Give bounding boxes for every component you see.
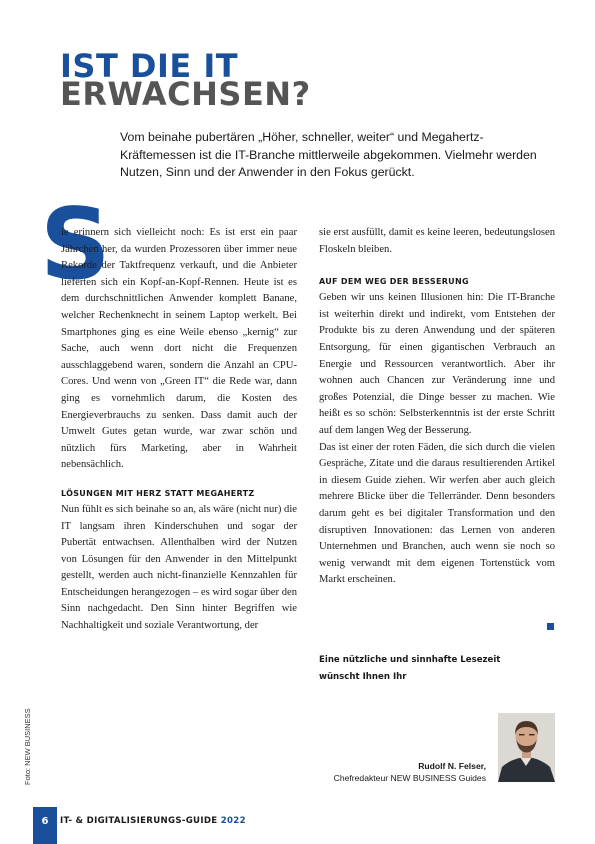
signature-name: Rudolf N. Felser, <box>418 761 486 771</box>
paragraph-loesungen: Nun fühlt es sich beinahe so an, als wäre (nicht nur) die IT langsam ihren Kinderschuhen und sogar der Pubertät entwachsen. Allenthalben wird der Nutzen von Lösungen für den Anwender in den Mittelpunkt gestellt, werden auch nicht-finanzielle Kennzahlen für Entscheidungen herangezogen – es wird sogar über den Sinn nachgedacht. Den Sinn hinter Begriffen wie Nachhaltigkeit und soziale Verantwortung, der <box>61 503 297 632</box>
title-line-2: ERWACHSEN? <box>60 75 311 113</box>
photo-credit <box>13 690 32 785</box>
closing-note: Eine nützliche und sinnhafte Lesezeit wünscht Ihnen Ihr <box>319 655 501 682</box>
paragraph-besserung: Geben wir uns keinen Illusionen hin: Die IT-Branche ist weiterhin direkt und indirekt, vom Entstehen der Produkte bis zu deren Anwendung und der späteren Entsorgung, für einen gigantischen Verbrauch an Energie und Ressourcen verantwortlich. Aber ihr wohnen auch Chancen zur Veränderung inne und großes Potenzial, die Dinge besser zu machen. Wie heißt es so schön: Selbsterkenntnis ist der erste Schritt auf dem langen Weg der Besserung. <box>319 292 555 436</box>
author-portrait <box>498 713 555 782</box>
footer-year: 2022 <box>220 816 246 826</box>
title-line-1: IST DIE IT <box>60 47 239 85</box>
end-of-article-mark <box>547 623 554 630</box>
article-column-right <box>319 225 555 589</box>
photo-credit-text: Foto: NEW BUSINESS <box>23 708 32 785</box>
article-column-left <box>61 225 297 635</box>
drop-cap: S <box>40 188 111 302</box>
paragraph-faeden: Das ist einer der roten Fäden, die sich durch die vielen Gespräche, Zitate und die daraus resultierenden Artikel in diesem Guide ziehen. Wir werfen aber auch gleich mehrere Blicke über die Tellerränder. Denn besonders darum geht es bei digitaler Transformation und den disruptiven Innovationen: das Lernen von anderen Unternehmen und Branchen, auch wenn sie noch so wenig verwandt mit dem eigenen Tortenstück vom Markt erscheinen. <box>319 441 555 586</box>
page-number-box <box>33 807 57 844</box>
page-title <box>60 47 311 113</box>
subheading-besserung: AUF DEM WEG DER BESSERUNG <box>319 277 469 287</box>
paragraph-continuation: sie erst ausfüllt, damit es keine leeren, bedeutungslosen Floskeln bleiben. <box>319 227 555 255</box>
page-number: 6 <box>41 816 49 827</box>
footer-running-title <box>60 816 246 826</box>
paragraph-intro: ie erinnern sich vielleicht noch: Es ist erst ein paar Jährchen her, da wurden Prozessoren über immer neue Rekorde der Taktfrequenz verkauft, und die Anbieter lieferten sich ein Kopf-an-Kopf-Rennen. Heute ist es dem durchschnittlichen Anwender komplett Banane, welcher Rechenknecht in seinem Laptop werkelt. Bei Smartphones ging es eine Weile ebenso „kernig“ zur Sache, auch wenn dort nicht die Frequenzen ausschlaggebend waren, sondern die Anzahl an CPU-Cores. Und wenn von „Green IT“ die Rede war, dann ging es vornehmlich darum, die Kosten des Energieverbrauchs zu senken. Dass damit auch der Umwelt Gutes getan wurde, war zwar schön und nützlich fürs Marketing, aber in Wahrheit nebensächlich. <box>61 227 297 471</box>
signature-role: Chefredakteur NEW BUSINESS Guides <box>333 773 486 783</box>
intro-lead: Vom beinahe pubertären „Höher, schneller, weiter“ und Megahertz-Kräftemessen ist die IT-Branche mittlerweile abgekommen. Vielmehr werden Nutzen, Sinn und der Anwender in den Fokus gerückt. <box>120 130 537 179</box>
footer-title: IT- & DIGITALISIERUNGS-GUIDE <box>60 816 218 826</box>
subheading-loesungen: LÖSUNGEN MIT HERZ STATT MEGAHERTZ <box>61 488 255 498</box>
